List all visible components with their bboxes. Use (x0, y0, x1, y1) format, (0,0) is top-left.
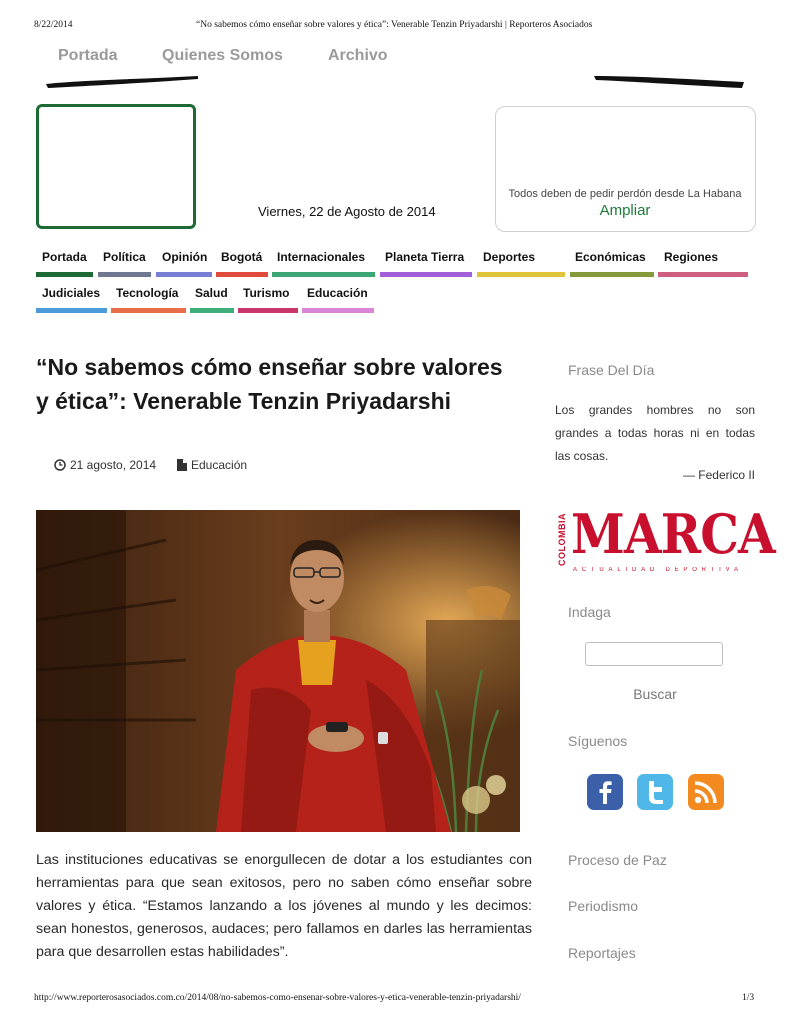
category-economicas[interactable]: Económicas (575, 250, 646, 264)
sidebar-link-reportajes[interactable]: Reportajes (568, 945, 636, 961)
category-internacionales[interactable]: Internacionales (277, 250, 366, 264)
category-regiones[interactable]: Regiones (664, 250, 719, 264)
follow-heading: Síguenos (568, 733, 628, 749)
facebook-icon[interactable] (586, 773, 624, 811)
category-underline (36, 308, 107, 313)
category-underline (380, 272, 472, 277)
category-bogota[interactable]: Bogotá (221, 250, 263, 264)
sidebar-link-proceso-de-paz[interactable]: Proceso de Paz (568, 852, 667, 868)
news-ticker-link[interactable]: Ampliar (599, 202, 651, 219)
brush-stroke-left (44, 74, 200, 90)
top-nav-quienes-somos[interactable]: Quienes Somos (162, 47, 283, 64)
site-logo[interactable] (36, 104, 196, 229)
top-nav-portada[interactable]: Portada (58, 47, 118, 64)
category-deportes[interactable]: Deportes (483, 250, 536, 264)
current-date: Viernes, 22 de Agosto de 2014 (258, 204, 436, 219)
ad-country: COLOMBIA (557, 513, 567, 566)
article-title: “No sabemos cómo enseñar sobre valores y ética”: Venerable Tenzin Priyadarshi (36, 354, 503, 414)
category-underline (190, 308, 234, 313)
search-button[interactable]: Buscar (585, 686, 725, 702)
quote-author: — Federico II (682, 468, 755, 482)
article-category-link[interactable]: Educación (191, 458, 248, 472)
category-educacion[interactable]: Educación (307, 286, 368, 300)
quote-heading: Frase Del Día (568, 362, 655, 378)
category-planeta-tierra[interactable]: Planeta Tierra (385, 250, 465, 264)
category-judiciales[interactable]: Judiciales (42, 286, 101, 300)
brush-stroke-right (592, 72, 746, 90)
news-ticker-text: Todos deben de pedir perdón desde La Habana (508, 188, 742, 200)
twitter-icon[interactable] (636, 773, 674, 811)
category-underline (658, 272, 748, 277)
article-body: Las instituciones educativas se enorgullecen de dotar a los estudiantes con herramientas para que sean exitosos, pero no saben cómo enseñar sobre valores y ética. “Estamos lanzando a los jóvenes al mundo y les decimos: sean honestos, generosos, audaces; pero fallamos en darles las herramientas para que desarrollen estas habilidades”. (36, 852, 532, 960)
category-underline (477, 272, 565, 277)
category-underline (302, 308, 374, 313)
search-input[interactable] (585, 642, 723, 666)
print-date: 8/22/2014 (34, 20, 73, 30)
category-underline (238, 308, 298, 313)
article-photo (36, 510, 520, 832)
category-underline (36, 272, 93, 277)
marca-ad[interactable] (555, 502, 775, 578)
category-underline (111, 308, 186, 313)
file-icon (177, 459, 187, 471)
category-underline (570, 272, 654, 277)
category-portada[interactable]: Portada (42, 250, 87, 264)
category-politica[interactable]: Política (103, 250, 146, 264)
rss-icon[interactable] (687, 773, 725, 811)
category-opinion[interactable]: Opinión (162, 250, 208, 264)
quote-text: Los grandes hombres no son grandes a todas horas ni en todas las cosas. (555, 403, 755, 463)
category-underline (156, 272, 212, 277)
sidebar-link-periodismo[interactable]: Periodismo (568, 898, 639, 914)
article-date: 21 agosto, 2014 (70, 458, 157, 472)
top-nav-archivo[interactable]: Archivo (328, 47, 388, 64)
category-underline (272, 272, 375, 277)
category-underline (98, 272, 151, 277)
category-tecnologia[interactable]: Tecnología (116, 286, 179, 300)
category-turismo[interactable]: Turismo (243, 286, 290, 300)
clock-icon (54, 459, 66, 471)
category-underline (216, 272, 268, 277)
print-title: “No sabemos cómo enseñar sobre valores y ética”: Venerable Tenzin Priyadarshi | Reporteros Asociados (196, 20, 593, 30)
print-url: http://www.reporterosasociados.com.co/2014/08/no-sabemos-como-ensenar-sobre-valores-y-etica-venerable-tenzin-priyadarshi/ (34, 993, 521, 1003)
ad-brand: MARCA (571, 502, 775, 566)
search-heading: Indaga (568, 604, 611, 620)
category-salud[interactable]: Salud (195, 286, 228, 300)
ad-tagline: ACTUALIDAD DEPORTIVA (573, 567, 743, 573)
print-page-number: 1/3 (742, 993, 755, 1003)
